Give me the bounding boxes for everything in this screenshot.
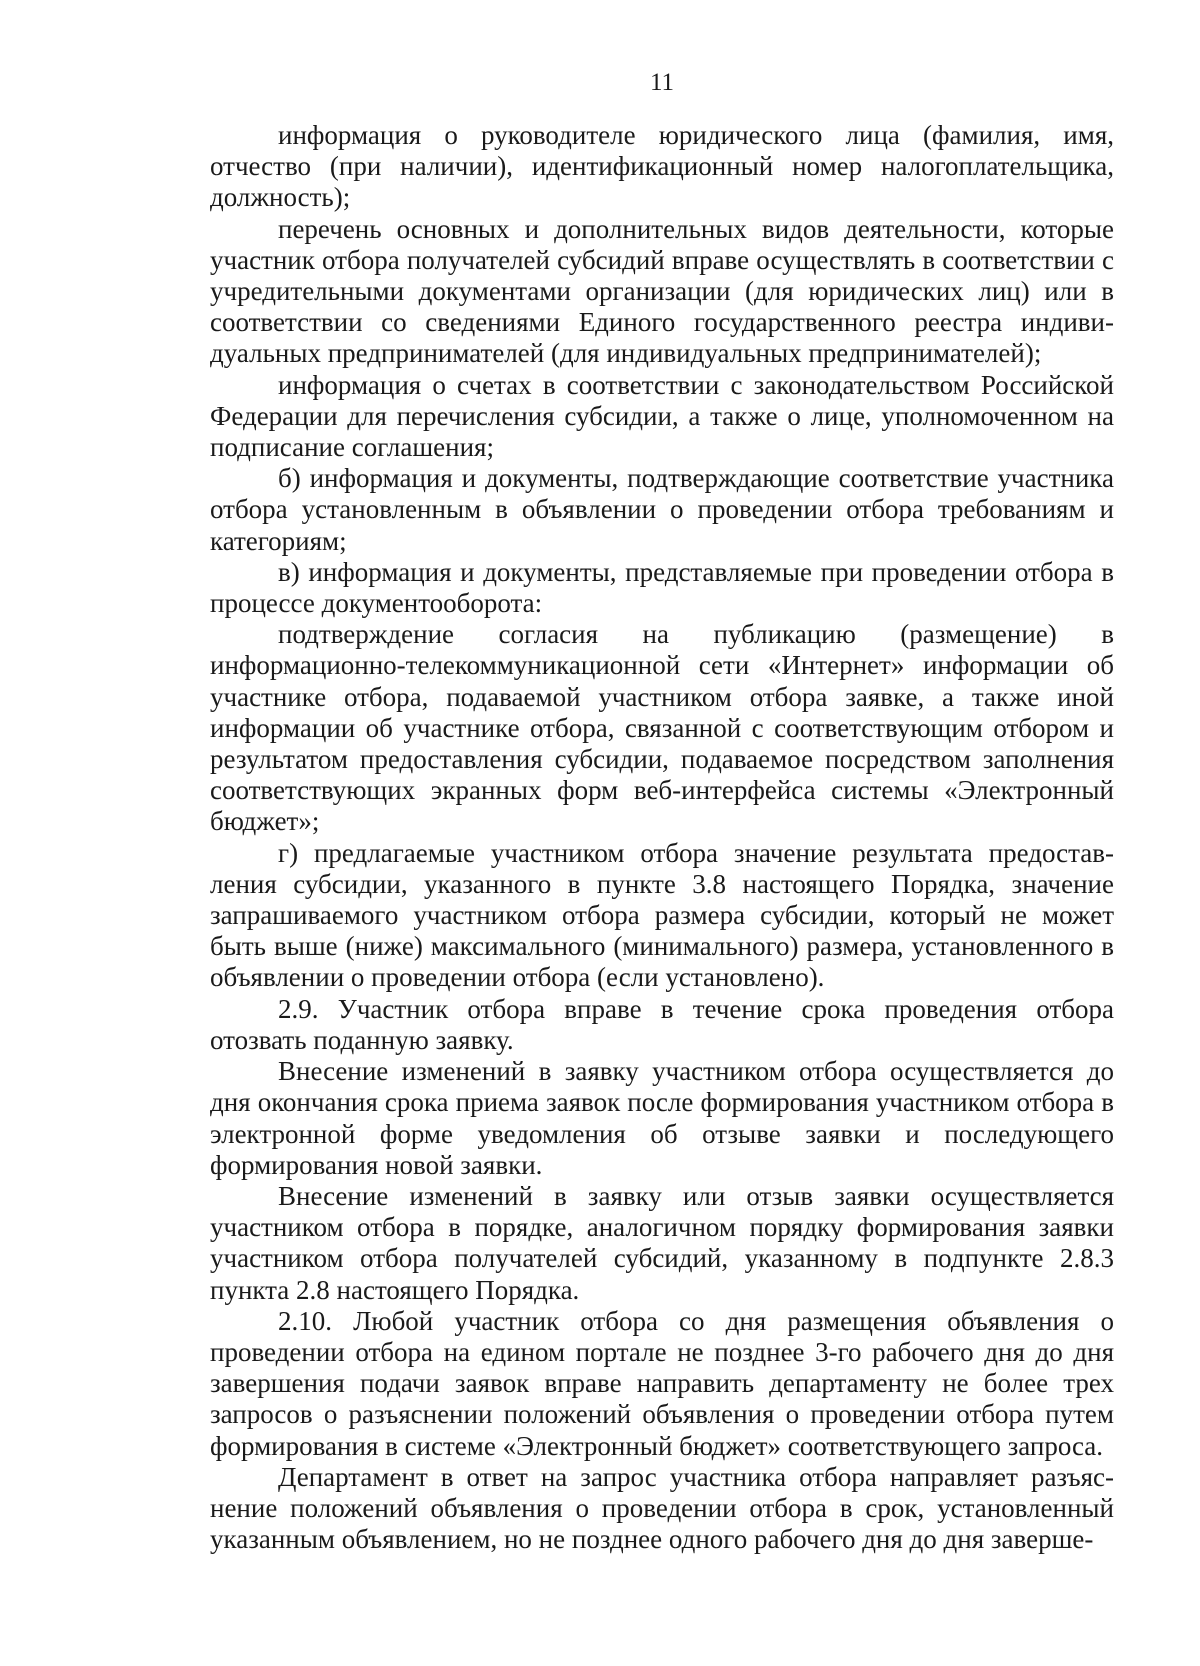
paragraph-accounts-info: информация о счетах в соответствии с законодательством Российской Федерации для перечисления субсидии, а также о лице, уполномоченном на подписание соглашения;	[210, 369, 1114, 463]
paragraph-activity-types: перечень основных и дополнительных видов деятельности, которые участник отбора получателей субсидий вправе осуществлять в соответствии с учредительными документами организации (для юридических лиц) или в соответствии со сведениями Единого государственного реестра индивидуальных предпринимателей (для индивидуальных предпринимателей);	[210, 213, 1114, 369]
document-page	[210, 68, 1114, 1555]
paragraph-department-response: Департамент в ответ на запрос участника отбора направляет разъяснение положений объявления о проведении отбора в срок, установленный указанным объявлением, но не позднее одного рабочего дня до дня заверше-	[210, 1461, 1114, 1555]
paragraph-changes-application: Внесение изменений в заявку участником отбора осуществляется до дня окончания срока приема заявок после формирования участником отбора в электронной форме уведомления об отзыве заявки и последующего формирования новой заявки.	[210, 1056, 1114, 1180]
paragraph-changes-withdrawal: Внесение изменений в заявку или отзыв заявки осуществляется участником отбора в порядке, аналогичном порядку формирования заявки участником отбора получателей субсидий, указанному в подпункте 2.8.3 пункта 2.8 настоящего Порядка.	[210, 1180, 1114, 1305]
paragraph-item-g: г) предлагаемые участником отбора значение результата предоставления субсидии, указанного в пункте 3.8 настоящего Порядка, значение запрашиваемого участником отбора размера субсидии, который не может быть выше (ниже) максимального (минимального) размера, установленного в объявлении о проведении отбора (если установлено).	[210, 837, 1114, 993]
paragraph-item-b: б) информация и документы, подтверждающие соответствие участника отбора установленным в объявлении о проведении отбора требованиям и категориям;	[210, 463, 1114, 556]
paragraph-consent-publication: подтверждение согласия на публикацию (размещение) в информационно-телекоммуникационной сети «Интернет» информации об участнике отбора, подаваемой участником отбора заявке, а также иной информации об участнике отбора, связанной с соответствующим отбором и результатом предоставления субсидии, подаваемое посредством заполнения соответствующих экранных форм веб-интерфейса системы «Электронный бюджет»;	[210, 619, 1114, 837]
paragraph-manager-info: информация о руководителе юридического лица (фамилия, имя, отчество (при наличии), идентификационный номер налогоплательщика, должность);	[210, 120, 1114, 213]
paragraph-item-v: в) информация и документы, представляемые при проведении отбора в процессе документооборота:	[210, 556, 1114, 619]
paragraph-clause-2-9: 2.9. Участник отбора вправе в течение срока проведения отбора отозвать поданную заявку.	[210, 993, 1114, 1055]
page-number: 11	[649, 69, 675, 96]
paragraph-clause-2-10: 2.10. Любой участник отбора со дня размещения объявления о проведении отбора на едином портале не позднее 3-го рабочего дня до дня завершения подачи заявок вправе направить департаменту не более трех запросов о разъяснении положений объявления о проведении отбора путем формирования в системе «Электронный бюджет» соответствующего запроса.	[210, 1305, 1114, 1461]
